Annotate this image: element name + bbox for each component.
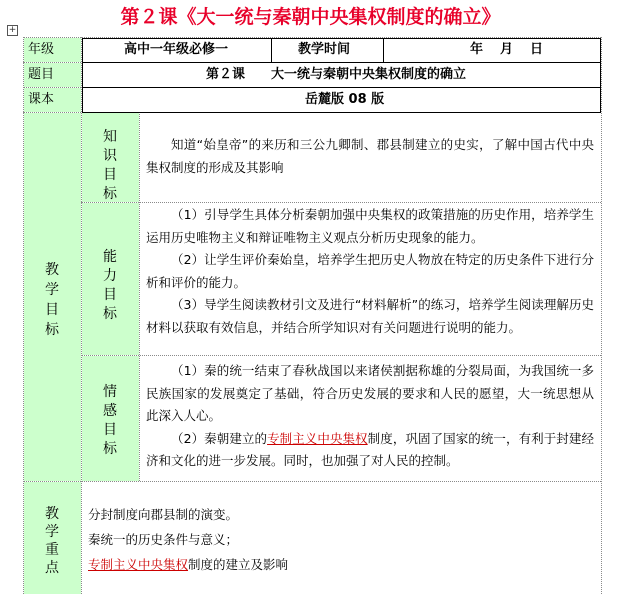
ability-label: 能力目标 (103, 249, 117, 322)
ability-item-1: （1）引导学生具体分析秦朝加强中央集权的政策措施的历史作用，培养学生运用历史唯物主义和辩证唯物主义观点分析历史现象的能力。 (146, 207, 594, 245)
knowledge-text (146, 134, 594, 179)
ability-item-3: （3）导学生阅读教材引文及进行“材料解析”的练习，培养学生阅读理解历史材料以获取有效信息，并结合所学知识对有关问题进行说明的能力。 (146, 297, 594, 335)
keypoints-text (88, 502, 593, 577)
keypoint-3-post: 制度的建立及影响 (188, 557, 289, 572)
ability-item-2: （2）让学生评价秦始皇，培养学生把历史人物放在特定的历史条件下进行分析和评价的能力。 (146, 252, 594, 290)
emotion-item-2 (146, 428, 594, 473)
topic-value: 第２课 大一统与秦朝中央集权制度的确立 (206, 67, 467, 82)
knowledge-paragraph: 知道“始皇帝”的来历和三公九卿制、郡县制建立的史实，了解中国古代中央集权制度的形成及其影响 (146, 137, 594, 175)
emotion-text (146, 360, 594, 473)
table-move-handle[interactable]: + (8, 25, 17, 35)
keypoint-3 (88, 552, 593, 577)
topic-label: 题目 (28, 67, 55, 82)
grade-value: 高中一年级必修一 (124, 42, 229, 57)
keypoint-3-link: 专制主义中央集权 (88, 557, 189, 572)
textbook-value: 岳麓版 08 版 (305, 92, 385, 107)
emotion-label: 情感目标 (103, 384, 117, 457)
ability-text (146, 204, 594, 340)
time-label: 教学时间 (298, 42, 351, 57)
keypoint-1: 分封制度向郡县制的演变。 (88, 507, 239, 522)
goals-label: 教学目标 (45, 262, 59, 338)
knowledge-label: 知识目标 (103, 129, 117, 202)
emotion-item-2-link: 专制主义中央集权 (267, 430, 368, 446)
keypoints-label: 教学重点 (45, 506, 59, 576)
keypoint-2: 秦统一的历史条件与意义； (88, 532, 239, 547)
document-title: 第２课《大一统与秦朝中央集权制度的确立》 (120, 6, 501, 28)
emotion-item-2-post: 制度，巩固了国家的统一，有利于封建经济和文化的进一步发展。同时，也加强了对人民的控制。 (146, 430, 594, 469)
grade-label: 年级 (28, 42, 55, 57)
textbook-label: 课本 (28, 92, 55, 107)
emotion-item-1: （1）秦的统一结束了春秋战国以来诸侯割据称雄的分裂局面，为我国统一多民族国家的发展奠定了基础，符合历史发展的要求和人民的愿望，大一统思想从此深入人心。 (146, 363, 594, 424)
emotion-item-2-pre: （2）秦朝建立的 (171, 430, 268, 446)
time-value: 年 月 日 (470, 42, 546, 57)
